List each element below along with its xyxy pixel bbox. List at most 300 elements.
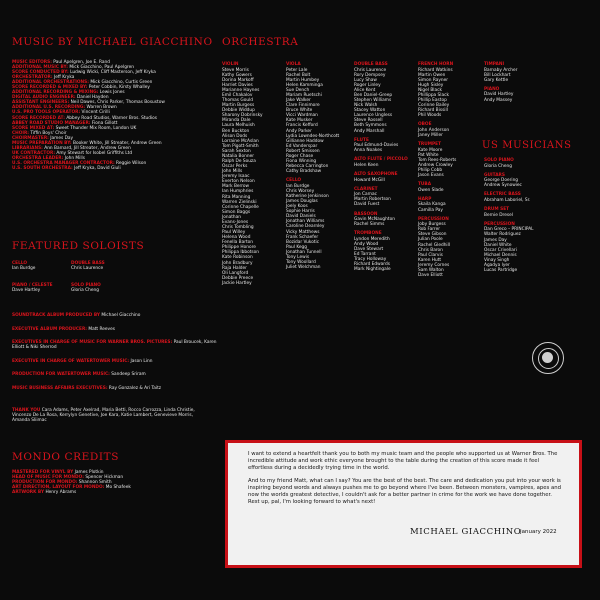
- orchestra-section: [286, 178, 348, 270]
- album-credit-paragraph: [12, 327, 220, 332]
- album-credit-names: Michael Giacchino: [101, 313, 141, 318]
- musician-name: Rory Dempsey: [354, 72, 386, 78]
- mondo-credit-names: James Plotkin: [74, 470, 104, 475]
- musician-name: Andy Parker: [286, 128, 312, 134]
- musician-name: Abraham Laboriel, Sr.: [484, 198, 531, 204]
- mondo-credits-list: [12, 470, 218, 495]
- musician-name: Jeremy Isaac: [222, 174, 250, 180]
- album-credit-role: EXECUTIVE ALBUM PRODUCER:: [12, 326, 87, 332]
- section-title: CELLO: [286, 178, 302, 184]
- section-title: SOLO PIANO: [484, 158, 514, 163]
- orchestra-section: [418, 62, 480, 118]
- section-title: BASSOON: [354, 211, 378, 217]
- credit-role: U.S. ORCHESTRA MANAGER CONTRACTOR:: [12, 160, 115, 166]
- musician-name: Jackie Hartley: [222, 280, 252, 286]
- musician-name: Dave Elliott: [418, 272, 443, 278]
- musician-name: Philippa Ibbotson: [222, 250, 259, 256]
- musician-name: Richard Edwards: [354, 262, 390, 268]
- musician-name: Kate Musker: [286, 118, 313, 124]
- musician-name: Oscar Perks: [222, 164, 248, 170]
- musician-name: Jonathan Tunnell: [286, 249, 322, 255]
- album-credit-names: Jason Linn: [130, 358, 153, 364]
- musician-name: Emil Chakalov: [222, 92, 253, 98]
- credit-role: SCORE MIXED AT:: [12, 125, 55, 131]
- musician-name: Chris Worsey: [286, 188, 315, 194]
- musician-name: Bill Lockhart: [484, 72, 511, 78]
- credit-names: Jeff Kryka: [53, 75, 75, 81]
- musician-name: Ralph De Souza: [222, 159, 256, 164]
- musician-name: Thomas Gould: [222, 98, 254, 104]
- musician-name: Howard McGill: [354, 177, 385, 183]
- musician-name: Gloria Cheng: [484, 163, 512, 169]
- musician-name: Jonathan Williams: [286, 219, 325, 225]
- album-credit-role: PRODUCTION FOR WATERTOWER MUSIC:: [12, 372, 110, 378]
- musician-name: Jeremy Cornes: [418, 262, 450, 268]
- album-credit-role: SOUNDTRACK ALBUM PRODUCED BY: [12, 313, 101, 318]
- section-title: PERCUSSION: [484, 221, 515, 227]
- musician-name: Rachel Bolt: [286, 72, 311, 78]
- credit-role: DIGITAL AUDIO ENGINEER:: [12, 95, 76, 101]
- musician-name: Camilla Pay: [418, 207, 443, 213]
- album-credit-names: Ray Gonzalez & Ari Taitz: [108, 386, 162, 392]
- section-title: PERCUSSION: [418, 216, 449, 222]
- musician-name: Kate Robinson: [222, 255, 253, 261]
- musician-name: Roger Chase: [286, 153, 314, 159]
- musician-name: Sharony Dobrinsky: [222, 113, 263, 119]
- mondo-credit-names: Spencer Hickman: [85, 475, 124, 481]
- musician-name: Peter Lale: [286, 67, 308, 73]
- album-credit-paragraph: [12, 386, 220, 391]
- credit-names: Neil Dawes, Chris Parker, Thomas Bosustow: [70, 100, 165, 106]
- featured-soloists-heading: FEATURED SOLOISTS: [12, 240, 145, 252]
- section-title: OBOE: [418, 122, 432, 128]
- orchestra-section: [354, 187, 416, 208]
- soloist-instrument: CELLO: [12, 261, 28, 266]
- musician-name: Nick Walsh: [354, 103, 378, 109]
- section-title: VIOLIN: [222, 62, 239, 67]
- note-paragraph-2: And to my friend Matt, what can I say? You are the best of the best. The care and dedication you put into your work is inspiring beyond words and always pushes me to go beyond where I've been. Between monsters, vampires, apes and now the worlds greatest detective, I couldn't ask for a better partner in crime for the work we have done together. Rest up, pal, I'm looking forward to what's next!: [248, 478, 561, 505]
- album-credit-paragraph: [12, 372, 220, 377]
- musician-name: Rebecca Carrington: [286, 164, 329, 170]
- orchestra-column-1: [222, 62, 284, 290]
- musician-name: Steve Morris: [222, 67, 249, 73]
- musician-name: Michael Dennis: [484, 252, 517, 258]
- musician-name: Lucy Shaw: [354, 77, 377, 83]
- credit-names: Mick Giacchino, Paul Apelgren: [69, 65, 134, 71]
- section-title: FLUTE: [354, 137, 369, 143]
- musician-name: Francis Kefford: [286, 123, 318, 129]
- musician-name: Sophie Harris: [286, 209, 315, 215]
- musician-name: Pat White: [418, 152, 439, 158]
- section-title: ALTO SAXOPHONE: [354, 172, 398, 178]
- musician-name: Everton Nelson: [222, 179, 255, 185]
- album-credit-role: EXECUTIVES IN CHARGE OF MUSIC FOR WARNER BROS. PICTURES:: [12, 340, 173, 346]
- musician-name: Corinne Bailey: [418, 103, 450, 109]
- mondo-credit-role: PRODUCTION FOR MONDO:: [12, 480, 78, 486]
- musician-name: Paul Clarvis: [418, 252, 443, 258]
- musician-name: Helen Kamminga: [286, 82, 323, 88]
- credit-names: Booker White, Jill Streater, Andrew Green: [73, 140, 162, 146]
- orchestra-section: [484, 87, 546, 103]
- musician-name: Agadya Iyer: [484, 262, 510, 268]
- musician-name: Stacey Watton: [354, 108, 386, 114]
- musician-name: Stephen Williams: [354, 98, 392, 104]
- soloist-instrument: PIANO / CELESTE: [12, 283, 53, 288]
- musician-name: Sarah Sexton: [222, 148, 251, 154]
- orchestra-section: [418, 197, 480, 213]
- musician-name: Steve Rossell: [354, 118, 383, 124]
- orchestra-column-2: [286, 62, 348, 274]
- musician-name: Owen Slade: [418, 187, 444, 193]
- musician-name: Debbie Widdup: [222, 108, 255, 114]
- credit-names: Ludwig Wicki, Cliff Masterson, Jeff Kryka: [70, 70, 156, 76]
- signature-date: January 2022: [520, 529, 557, 535]
- credit-role: CHOIR:: [12, 130, 30, 136]
- musician-name: Paul Edmund-Davies: [354, 143, 399, 149]
- orchestra-column-4: [418, 62, 480, 282]
- musician-name: Ben Buckton: [222, 128, 250, 134]
- musician-name: George Doering: [484, 178, 519, 184]
- credit-names: John Mills: [64, 155, 85, 161]
- musician-name: Fenella Barton: [222, 240, 254, 246]
- album-credit-names: Matt Reeves: [88, 326, 115, 332]
- musician-name: Chris Laurence: [354, 67, 387, 73]
- credit-names: James Day: [50, 135, 74, 141]
- soloist-solo-piano: [71, 283, 101, 293]
- musician-name: Martin Owen: [418, 72, 446, 78]
- credit-role: UK CONTRACTOR:: [12, 150, 56, 156]
- credit-role: CHOIRMASTER:: [12, 135, 49, 141]
- us-section: [484, 173, 546, 189]
- musician-name: Hugh Sisley: [418, 82, 444, 88]
- section-title: PIANO: [484, 86, 500, 92]
- section-title: ALTO FLUTE / PICCOLO: [354, 157, 408, 163]
- musician-name: Dorina Markoff: [222, 77, 254, 83]
- album-credit-paragraph: [12, 313, 220, 318]
- music-by-heading: MUSIC BY MICHAEL GIACCHINO: [12, 36, 213, 48]
- section-title: TUBA: [418, 182, 432, 188]
- album-credit-names: Sandeep Sriram: [111, 372, 146, 378]
- credit-role: MUSIC PREPARATION BY:: [12, 140, 72, 146]
- credit-role: ADDITIONAL ORCHESTRATIONS:: [12, 80, 89, 86]
- musician-name: Phillippa Slack: [418, 92, 449, 98]
- mondo-credit-role: ARTWORK BY: [12, 490, 45, 496]
- musician-name: Miranda Dale: [222, 118, 251, 124]
- soloist-name: Ian Burdge: [12, 266, 36, 272]
- mondo-credit-names: Mo Shafeek: [105, 485, 131, 491]
- musician-name: Ian Burdge: [286, 183, 310, 189]
- musician-name: Lorraine McAslan: [222, 138, 259, 144]
- musician-name: Phillip Eastop: [418, 98, 447, 104]
- credit-role: ABBEY ROAD STUDIO MANAGER:: [12, 120, 91, 126]
- musician-name: Simon Rayner: [418, 77, 449, 83]
- musician-name: Ed Vanderspar: [286, 143, 318, 149]
- musician-name: Roger Linley: [354, 82, 381, 88]
- credit-role: SCORE RECORDED & MIXED BY:: [12, 85, 88, 91]
- musician-name: Katherine Jenkinson: [286, 193, 329, 199]
- musician-name: David Fuest: [354, 202, 380, 208]
- credit-names: Mick Giacchino, Curtis Green: [90, 80, 153, 86]
- musician-name: Philippe Honore: [222, 245, 256, 251]
- mondo-credits-heading: MONDO CREDITS: [12, 451, 120, 463]
- musician-name: Helen Keen: [354, 162, 379, 168]
- us-musicians-heading: US MUSICIANS: [482, 140, 572, 151]
- musician-name: Jason Evans: [418, 173, 444, 179]
- musician-name: Natalia Bonner: [222, 153, 254, 159]
- musician-name: Andrew Synowiec: [484, 183, 522, 189]
- musician-name: Gary Kettle: [484, 77, 509, 83]
- musician-name: Harriet Davies: [222, 82, 253, 88]
- musician-name: Janey Miller: [418, 133, 443, 139]
- us-section: [484, 192, 546, 203]
- credit-role: ADDITIONAL RECORDING & MIXING:: [12, 90, 99, 96]
- musician-name: Vicci Wardman: [286, 113, 318, 119]
- musician-name: Oscar Crivellari: [484, 247, 517, 253]
- credit-role: MUSIC EDITORS:: [12, 60, 52, 65]
- album-credit-paragraph: [12, 359, 220, 364]
- musician-name: Bozidar Vukotic: [286, 239, 320, 245]
- musician-name: Rachel Gledhill: [418, 242, 451, 248]
- musician-name: Simon Baggs: [222, 209, 251, 215]
- musician-name: Vicky Matthews: [286, 229, 320, 235]
- credit-role: ADDITIONAL U.S. RECORDING:: [12, 105, 86, 111]
- section-title: TIMPANI: [484, 62, 505, 67]
- section-title: ELECTRIC BASS: [484, 192, 521, 198]
- musician-name: Tom Pigott-Smith: [222, 143, 259, 149]
- credit-role: ORCHESTRA LEADER:: [12, 155, 64, 161]
- musician-name: Tony Woollard: [286, 260, 316, 265]
- musician-name: Anna Noakes: [354, 148, 383, 154]
- musician-name: Lydia Lowndes-Northcott: [286, 133, 340, 139]
- musician-name: Kate Moore: [418, 147, 443, 153]
- thank-you-names: Cara Adams, Peter Axelrad, Maria Betti, Rocco Carrozza, Linda Christie, Vincenzo De La Rosa, Kerrylyn Genetive, Joe Kara, Katie Lambert, Genevieve Morris, Amanda Sliimac: [12, 408, 195, 424]
- note-paragraph-1: I want to extend a heartfelt thank you to both my music team and the people who supported us at Warner Bros. The incredible attitude and work ethic everyone brought to the table during the creation of this score made it feel effortless during a decidedly trying time in the world.: [248, 451, 558, 471]
- musician-name: Skaila Kanga: [418, 202, 446, 208]
- musician-name: Tom Rees-Roberts: [418, 157, 457, 163]
- musician-name: Walter Rodriguez: [484, 232, 521, 238]
- musician-name: Clare Finnimore: [286, 103, 320, 109]
- section-title: CLARINET: [354, 186, 378, 192]
- credit-role: ADDITIONAL MUSIC BY:: [12, 65, 68, 71]
- musician-name: Martin Burgess: [222, 103, 255, 109]
- us-section: [484, 207, 546, 218]
- orchestra-section: [354, 212, 416, 228]
- musician-name: David Hartley: [484, 92, 514, 98]
- musician-name: Alison Dods: [222, 133, 248, 139]
- orchestra-section: [354, 62, 416, 134]
- musician-name: Sam Walton: [418, 267, 444, 273]
- orchestra-section: [286, 62, 348, 174]
- orchestra-section: [418, 182, 480, 193]
- musician-name: Tony Lewis: [286, 254, 310, 260]
- musician-name: Bruce White: [286, 108, 313, 114]
- musician-name: Gavin McNaughton: [354, 217, 395, 223]
- union-seal-icon: [532, 342, 564, 374]
- orchestra-section: [354, 157, 416, 168]
- musician-name: Corinne Chapelle: [222, 204, 259, 210]
- musician-name: Robert Smissen: [286, 148, 320, 154]
- musician-name: Lucas Partridge: [484, 267, 518, 273]
- musician-name: Tracy Holloway: [354, 257, 387, 263]
- soloist-instrument: SOLO PIANO: [71, 283, 101, 288]
- credit-role: ASSISTANT ENGINEERS:: [12, 100, 70, 106]
- us-section: [484, 222, 546, 273]
- musician-name: Warren Zielinski: [222, 199, 257, 205]
- musician-name: Oli Langford: [222, 270, 249, 276]
- musician-name: Evans-Jones: [222, 219, 249, 225]
- musician-name: Alice Kent: [354, 87, 376, 93]
- soloist-instrument: DOUBLE BASS: [71, 261, 105, 266]
- section-title: TRUMPET: [418, 142, 442, 148]
- signature-name: MICHAEL GIACCHINO: [410, 527, 522, 537]
- musician-name: Karen Hutt: [418, 257, 442, 263]
- orchestra-section: [418, 142, 480, 178]
- credit-names: Amy Stewart for Isobel Griffiths Ltd: [56, 150, 133, 156]
- album-credits: [12, 313, 220, 400]
- musician-name: Mark Nightingale: [354, 267, 391, 273]
- musician-name: Rob Farrer: [418, 227, 440, 233]
- section-title: DOUBLE BASS: [354, 62, 388, 67]
- musician-name: Raja Halder: [222, 265, 247, 271]
- musician-name: Martin Humbey: [286, 77, 320, 83]
- musician-name: Jake Walker: [286, 98, 311, 104]
- section-title: GUITARS: [484, 172, 505, 178]
- us-musicians-list: [484, 158, 546, 277]
- musician-name: Fiona Winning: [286, 159, 317, 164]
- section-title: TROMBONE: [354, 231, 382, 237]
- soloist-name: Dave Hartley: [12, 288, 41, 294]
- orchestra-column-5: [484, 62, 546, 107]
- section-title: HARP: [418, 196, 432, 202]
- soloist-name: Chris Laurence: [71, 266, 104, 272]
- credit-names: Abbey Road Studios, Warner Bros. Studios: [66, 115, 158, 121]
- orchestra-section: [222, 62, 284, 286]
- soloist-double-bass: [71, 261, 105, 271]
- musician-name: John Bradbury: [222, 260, 253, 266]
- musician-name: Mariam Ruetschi: [286, 92, 322, 98]
- credit-role: SCORE RECORDED AT:: [12, 115, 65, 121]
- mondo-credit-role: HEAD OF MUSIC FOR MONDO:: [12, 475, 84, 481]
- section-title: VIOLA: [286, 62, 301, 67]
- musician-name: Martin Robertson: [354, 197, 391, 203]
- musician-name: Cathy Bradshaw: [286, 169, 322, 175]
- credit-names: Sweet Thunder Mix Room, London UK: [55, 125, 137, 131]
- musician-name: Joely Koos: [286, 204, 308, 210]
- musician-name: Rachel Simms: [354, 222, 385, 228]
- musician-name: Sue Dench: [286, 87, 310, 93]
- orchestra-section: [484, 62, 546, 83]
- orchestra-heading: ORCHESTRA: [222, 36, 299, 48]
- musician-name: Lyndon Meredith: [354, 236, 390, 242]
- musician-name: Nigel Black: [418, 87, 442, 93]
- credit-names: Tiffin Boys' Choir: [30, 130, 67, 136]
- credit-names: Reggie Wilson: [116, 160, 147, 166]
- musician-name: Mark Berrow: [222, 184, 250, 190]
- musician-name: Steve Gibson: [418, 232, 447, 238]
- section-title: DRUM SET: [484, 207, 510, 213]
- thank-you-label: THANK YOU: [12, 408, 41, 413]
- credit-role: U.S. SOUTH ORCHESTRA:: [12, 165, 73, 171]
- musician-name: Daniel White: [484, 242, 512, 248]
- musician-name: Debbie Preece: [222, 275, 254, 281]
- musician-name: James Day: [484, 237, 507, 243]
- musician-name: Kathy Gowers: [222, 72, 252, 78]
- musician-name: Paul Willey: [222, 230, 246, 236]
- musician-name: Jon Carnac: [354, 192, 378, 198]
- mondo-credit-names: Shannon Smith: [78, 480, 112, 486]
- musician-name: Chris Baron: [418, 247, 443, 253]
- orchestra-section: [418, 122, 480, 138]
- orchestra-section: [354, 231, 416, 272]
- musician-name: Ed Tarrant: [354, 252, 376, 258]
- soloist-name: Gloria Cheng: [71, 288, 99, 294]
- credit-names: Jeff Kryka, David Giuli: [74, 165, 121, 171]
- orchestra-section: [354, 138, 416, 154]
- credit-role: SCORE CONDUCTED BY:: [12, 70, 69, 76]
- musician-name: Marianne Haynes: [222, 87, 260, 93]
- musician-name: Ian Humphries: [222, 189, 254, 195]
- album-credit-role: MUSIC BUSINESS AFFAIRS EXECUTIVES:: [12, 386, 108, 392]
- soloist-piano-celeste: [12, 283, 53, 293]
- musician-name: Philip Cobb: [418, 168, 443, 174]
- us-section: [484, 158, 546, 169]
- thank-you-paragraph: [12, 408, 212, 423]
- musician-name: Paul Kegg: [286, 244, 308, 250]
- musician-name: Andy Marshall: [354, 128, 385, 134]
- musician-name: Andy Massey: [484, 97, 513, 103]
- musician-name: Jonathan: [222, 214, 242, 220]
- musician-name: Joby Burgess: [418, 222, 446, 228]
- musician-name: James Douglas: [286, 199, 318, 205]
- soloist-cello: [12, 261, 35, 271]
- mondo-credit-role: MASTERED FOR VINYL BY: [12, 470, 74, 475]
- musician-name: Richard Bissill: [418, 108, 448, 114]
- credit-names: Peter Cobbin, Kirsty Whalley: [88, 85, 150, 91]
- mondo-credit-line: [12, 490, 218, 495]
- credit-role: ORCHESTRATOR:: [12, 75, 53, 81]
- musician-name: Bernie Dresel: [484, 212, 513, 218]
- credit-names: Warren Brown: [86, 105, 117, 111]
- album-credit-names: Paul Broucek, Karen Elliott & Niki Sherrod: [12, 340, 217, 351]
- musician-name: Laurence Ungless: [354, 113, 393, 119]
- orchestra-section: [418, 217, 480, 278]
- soloists-grid: [12, 261, 218, 301]
- musician-name: Helena Wood: [222, 235, 251, 241]
- musician-name: John Anderson: [418, 127, 450, 133]
- credit-names: Ann Barnard, Jill Streater, Andrew Green: [44, 145, 131, 151]
- credit-names: Vincent Cirilli: [81, 110, 110, 116]
- album-credit-role: EXECUTIVE IN CHARGE OF WATERTOWER MUSIC:: [12, 358, 130, 364]
- credit-names: Lewis Jones: [99, 90, 125, 96]
- musician-name: Dave Stewart: [354, 247, 384, 253]
- musician-name: Ben Daniel-Greep: [354, 92, 393, 98]
- musician-name: David Daniels: [286, 214, 316, 220]
- musician-name: Rita Manning: [222, 194, 251, 200]
- musician-name: Richard Watkins: [418, 67, 453, 73]
- musician-name: John Mills: [222, 169, 243, 175]
- musician-name: Caroline Dearnley: [286, 224, 325, 230]
- musician-name: Julian Poole: [418, 237, 443, 243]
- mondo-credit-role: ART DIRECTION, LAYOUT FOR MONDO:: [12, 485, 105, 491]
- orchestra-section: [354, 172, 416, 183]
- credit-names: Paul Apelgren, Joe E. Rand: [53, 60, 110, 65]
- musician-name: Andrew Crowley: [418, 162, 453, 168]
- musician-name: Vinay Singh: [484, 257, 510, 263]
- orchestra-column-3: [354, 62, 416, 276]
- composer-note: [225, 440, 582, 568]
- credit-role: LIBRARIANS:: [12, 145, 43, 151]
- credit-role: U.S. PRO TOOLS OPERATOR:: [12, 110, 81, 116]
